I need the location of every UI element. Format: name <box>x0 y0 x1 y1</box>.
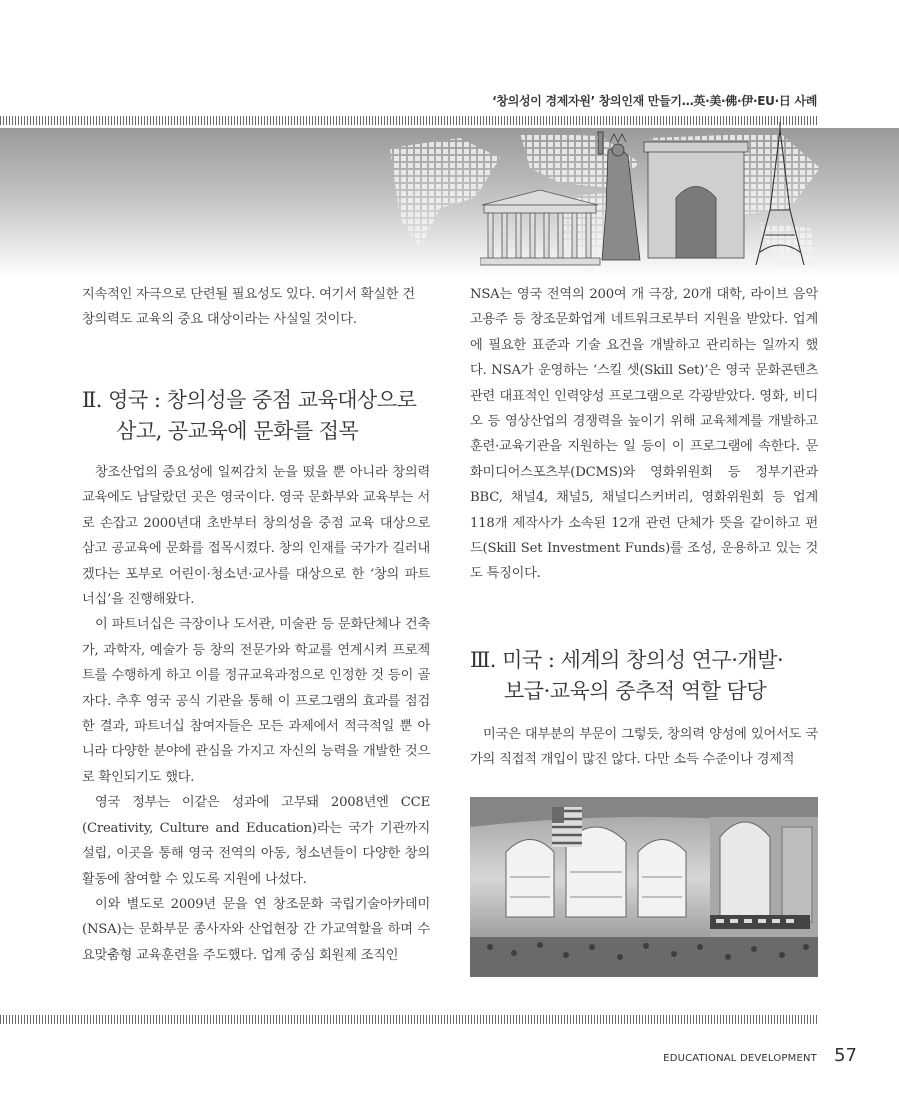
body-paragraph: 영국 정부는 이같은 성과에 고무돼 2008년엔 CCE (Creativity, Culture and Education)라는 국가 기관까지 설립, 이곳을 통해 영국 전역의 아동, 청소년들이 다양한 창의활동에 참여할 수 있도록 지원에 나섰다. <box>82 795 430 887</box>
left-column-body <box>82 460 430 968</box>
section-2-heading <box>82 385 442 447</box>
body-paragraph: 이와 별도로 2009년 문을 연 창조문화 국립기술아카데미 (NSA)는 문화부문 종사자와 산업현장 간 가교역할을 하며 수요맞춤형 교육훈련을 주도했다. 업계 중심 회원제 조직인 <box>82 896 430 963</box>
section-3-heading-line1: Ⅲ. 미국 : 세계의 창의성 연구·개발· <box>470 648 784 672</box>
grand-central-terminal-photo <box>470 797 818 977</box>
eiffel-tower-icon <box>756 122 804 265</box>
body-paragraph: 미국은 대부분의 부문이 그렇듯, 창의력 양성에 있어서도 국가의 직접적 개입이 많진 않다. 다만 소득 수준이나 경제적 <box>470 727 818 768</box>
left-column-intro <box>82 282 430 333</box>
section-3-body <box>470 722 818 773</box>
american-flag-icon <box>552 807 582 847</box>
world-landmarks-graphic <box>480 120 820 280</box>
parthenon-icon <box>480 190 600 265</box>
terminal-hall-illustration <box>470 797 818 977</box>
body-paragraph: NSA는 영국 전역의 200여 개 극장, 20개 대학, 라이브 음악 고용주 등 창조문화업계 네트워크로부터 지원을 받았다. 업계에 필요한 표준과 기술 요건을 개발하고 관리하는 일까지 했다. NSA가 운영하는 ‘스킬 셋(Skill Set)’은 영국 문화콘텐츠 관련 대표적인 인력양성 프로그램으로 각광받았다. 영화, 비디오 등 영상산업의 경쟁력을 높이기 위해 교육체계를 개발하고 훈련·교육기관을 지원하는 일 등이 이 프로그램에 속한다. 문화미디어스포츠부(DCMS)와 영화위원회 등 정부기관과 BBC, 채널4, 채널5, 채널디스커버리, 영화위원회 등 업계 118개 제작사가 소속된 12개 관련 단체가 뜻을 같이하고 펀드(Skill Set Investment Funds)를 조성, 운용하고 있는 것도 특징이다. <box>470 287 818 582</box>
section-3-heading-line2: 보급·교육의 중추적 역할 담당 <box>504 679 767 703</box>
section-2-heading-line1: Ⅱ. 영국 : 창의성을 중점 교육대상으로 <box>82 388 417 412</box>
body-paragraph: 이 파트너십은 극장이나 도서관, 미술관 등 문화단체나 건축가, 과학자, 예술가 등 창의 전문가와 학교를 연계시켜 프로젝트를 수행하게 하고 이를 정규교육과정으로 인정한 것 등이 골자다. 추후 영국 공식 기관을 통해 이 프로그램의 효과를 점검한 결과, 파트너십 참여자들은 모든 과제에서 적극적일 뿐 아니라 다양한 분야에 관심을 가지고 자신의 능력을 개발한 것으로 확인되기도 했다. <box>82 617 430 785</box>
section-2-heading-line2: 삼고, 공교육에 문화를 접목 <box>116 419 359 443</box>
footer-magazine-label: EDUCATIONAL DEVELOPMENT <box>663 1053 817 1064</box>
arc-de-triomphe-icon <box>644 142 748 258</box>
running-header-title: ‘창의성이 경제자원’ 창의인재 만들기…英·美·佛·伊·EU·日 사례 <box>492 94 817 108</box>
statue-of-liberty-icon <box>598 132 640 260</box>
intro-line: 창의력도 교육의 중요 대상이라는 사실일 것이다. <box>82 312 357 328</box>
page-number: 57 <box>834 1045 857 1066</box>
section-3-heading <box>470 645 830 707</box>
right-column-body <box>470 282 818 587</box>
intro-line: 지속적인 자극으로 단련될 필요성도 있다. 여기서 확실한 건 <box>82 287 415 302</box>
footer-stripe-divider <box>0 1015 818 1024</box>
body-paragraph: 창조산업의 중요성에 일찌감치 눈을 떴을 뿐 아니라 창의력 교육에도 남달랐던 곳은 영국이다. 영국 문화부와 교육부는 서로 손잡고 2000년대 초반부터 창의성을 중점 교육 대상으로 삼고 공교육에 문화를 접목시켰다. 창의 인재를 국가가 길러내겠다는 포부로 어린이·청소년·교사를 대상으로 한 ‘창의 파트너십’을 진행해왔다. <box>82 465 430 608</box>
